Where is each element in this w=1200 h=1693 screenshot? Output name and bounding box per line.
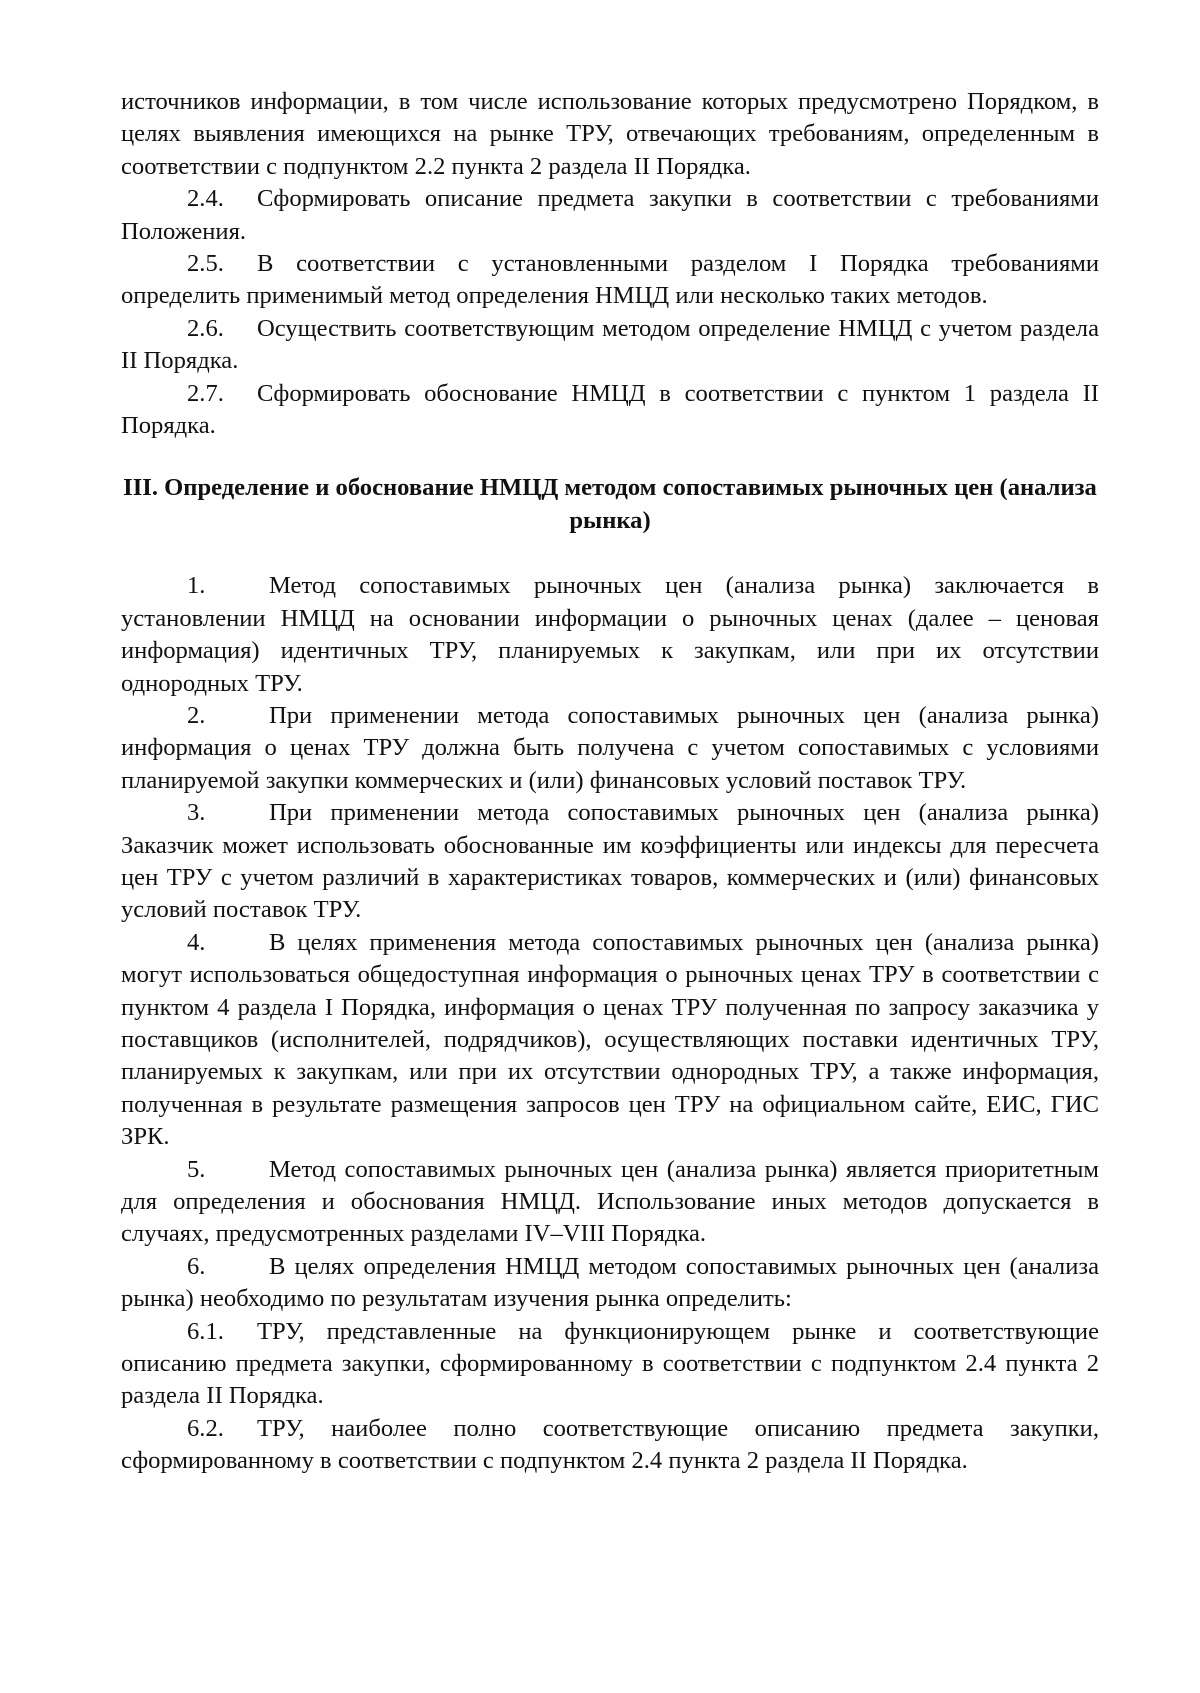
clause-number: 2.7. — [187, 379, 224, 407]
clause-text: В соответствии с установленными разделом I Порядка требованиями определить применимый метод определения НМЦД или несколько таких методов. — [121, 250, 1099, 310]
clause-2-6 — [121, 313, 1099, 378]
clause-text: Метод сопоставимых рыночных цен (анализа рынка) заключается в установлении НМЦД на основании информации о рыночных ценах (далее – ценовая информация) идентичных ТРУ, планируемых к закупкам, или при их отсутствии однородных ТРУ. — [121, 572, 1099, 697]
clause-number: 2.4. — [187, 185, 224, 213]
clause-text: Сформировать обоснование НМЦД в соответствии с пунктом 1 раздела II Порядка. — [121, 379, 1099, 440]
clause-text: Сформировать описание предмета закупки в соответствии с требованиями Положения. — [121, 185, 1099, 245]
clause-number: 3. — [187, 799, 206, 827]
clause-number: 6. — [187, 1252, 206, 1280]
clause-6 — [121, 1251, 1099, 1316]
clause-2-7 — [121, 378, 1099, 443]
clause-text: Метод сопоставимых рыночных цен (анализа рынка) является приоритетным для определения и обоснования НМЦД. Использование иных методов допускается в случаях, предусмотренных разделами IV–VIII Порядка. — [121, 1155, 1099, 1248]
clause-3 — [121, 797, 1099, 927]
clause-6-1 — [121, 1316, 1099, 1413]
clause-2-5 — [121, 248, 1099, 313]
clause-text: ТРУ, представленные на функционирующем рынке и соответствующие описанию предмета закупки, сформированному в соответствии с подпунктом 2.4 пункта 2 раздела II Порядка. — [121, 1317, 1099, 1410]
continuation-paragraph: источников информации, в том числе использование которых предусмотрено Порядком, в целях выявления имеющихся на рынке ТРУ, отвечающих требованиям, определенным в соответствии с подпунктом 2.2 пункта 2 раздела II Порядка. — [121, 88, 1099, 180]
clause-1 — [121, 570, 1099, 700]
clause-text: При применении метода сопоставимых рыночных цен (анализа рынка) Заказчик может использовать обоснованные им коэффициенты или индексы для пересчета цен ТРУ с учетом различий в характеристиках товаров, коммерческих и (или) финансовых условий поставок ТРУ. — [121, 799, 1099, 924]
clause-text: В целях применения метода сопоставимых рыночных цен (анализа рынка) могут использоваться общедоступная информация о рыночных ценах ТРУ в соответствии с пунктом 4 раздела I Порядка, информация о ценах ТРУ полученная по запросу заказчика у поставщиков (исполнителей, подрядчиков), осуществляющих поставки идентичных ТРУ, планируемых к закупкам, или при их отсутствии однородных ТРУ, а также информация, полученная в результате размещения запросов цен ТРУ на официальном сайте, ЕИС, ГИС ЗРК. — [121, 928, 1099, 1151]
clause-text: Осуществить соответствующим методом определение НМЦД с учетом раздела II Порядка. — [121, 314, 1099, 375]
section-heading: III. Определение и обоснование НМЦД методом сопоставимых рыночных цен (анализа рынка) — [123, 474, 1097, 534]
clause-number: 1. — [187, 572, 206, 600]
clause-number: 4. — [187, 928, 206, 956]
clause-number: 6.2. — [187, 1414, 224, 1442]
clause-number: 2. — [187, 701, 206, 729]
clause-4 — [121, 927, 1099, 1154]
clause-2-4 — [121, 183, 1099, 248]
clause-number: 6.1. — [187, 1317, 224, 1345]
clause-5 — [121, 1154, 1099, 1251]
clause-text: ТРУ, наиболее полно соответствующие описанию предмета закупки, сформированному в соответствии с подпунктом 2.4 пункта 2 раздела II Порядка. — [121, 1414, 1099, 1475]
clause-text: При применении метода сопоставимых рыночных цен (анализа рынка) информация о ценах ТРУ должна быть получена с учетом сопоставимых с условиями планируемой закупки коммерческих и (или) финансовых условий поставок ТРУ. — [121, 701, 1099, 794]
clause-text: В целях определения НМЦД методом сопоставимых рыночных цен (анализа рынка) необходимо по результатам изучения рынка определить: — [121, 1252, 1099, 1313]
clause-2 — [121, 700, 1099, 797]
clause-number: 5. — [187, 1155, 206, 1183]
clause-number: 2.5. — [187, 250, 224, 278]
clause-6-2 — [121, 1413, 1099, 1478]
clause-number: 2.6. — [187, 314, 224, 342]
